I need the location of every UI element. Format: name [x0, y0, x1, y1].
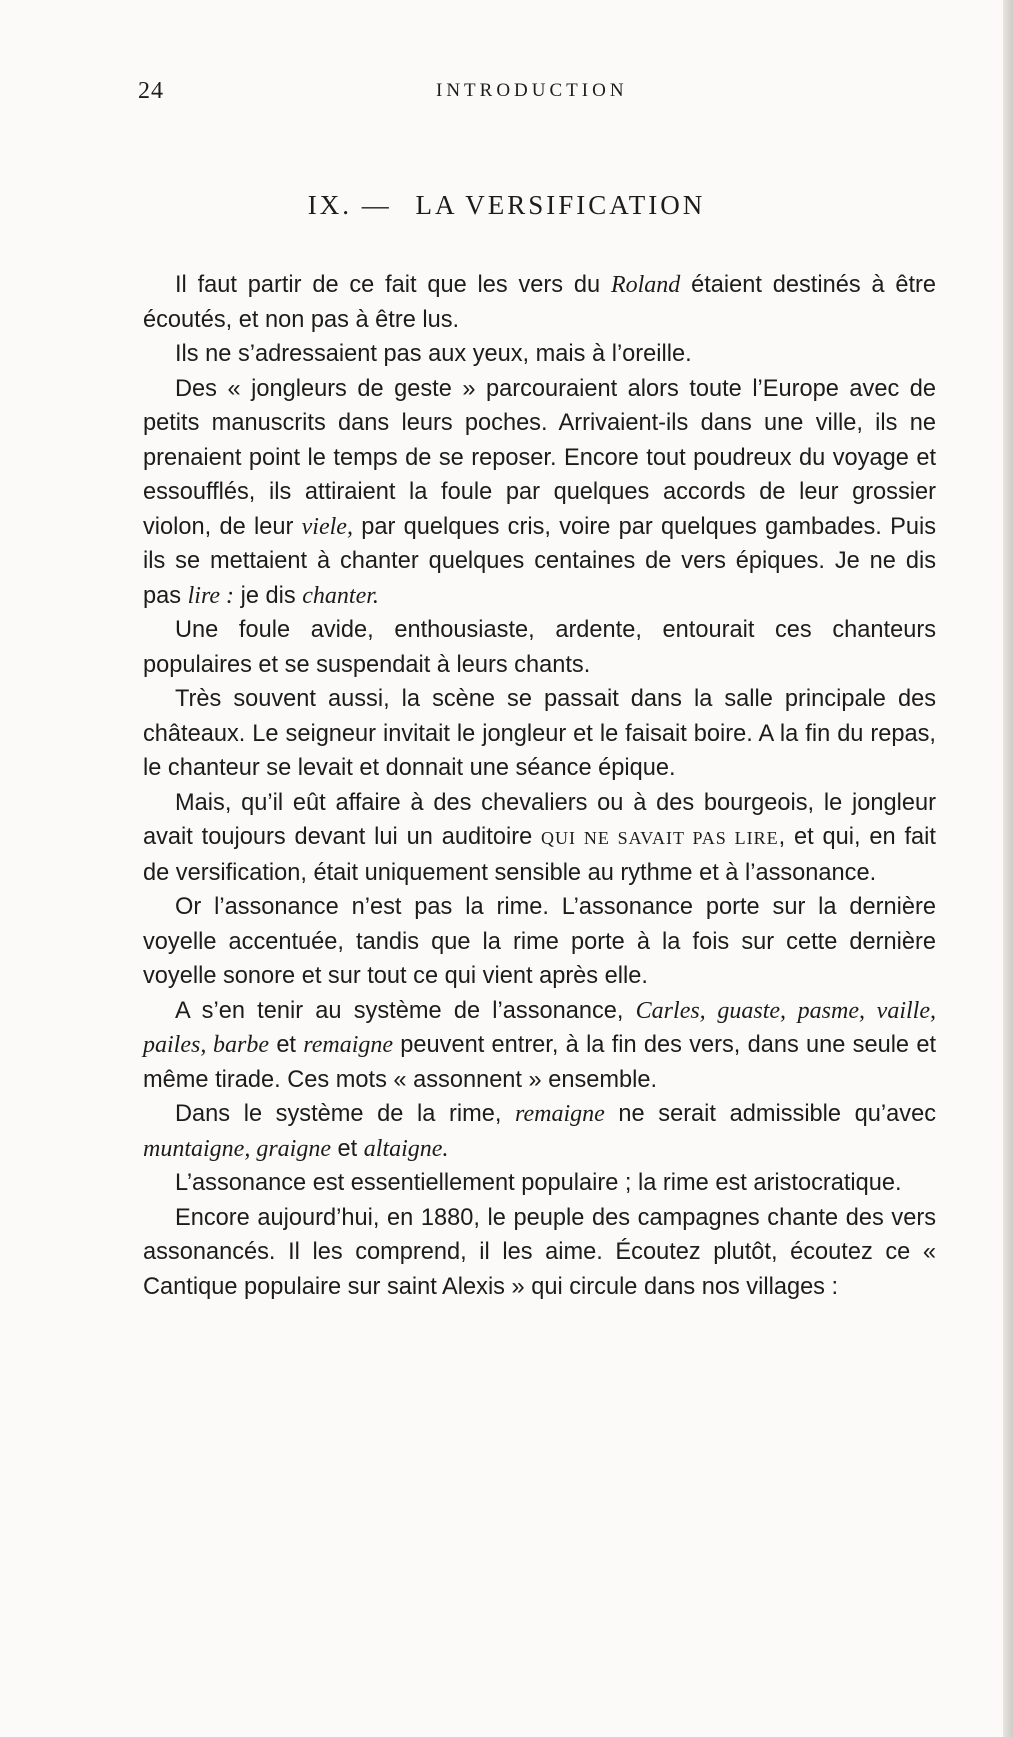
- text: Très souvent aussi, la scène se passait dans la salle principale des châteaux. Le seigneur invitait le jongleur et le faisait boire. A la fin du repas, le chanteur se levait et donnait une séance épique.: [143, 686, 936, 781]
- text: peuvent entrer, à la fin des vers, dans une seule et même tirade. Ces mots « assonnent » ensemble.: [143, 1032, 936, 1093]
- section-heading: LA VERSIFICATION: [415, 190, 706, 220]
- body-text: [143, 268, 936, 1304]
- section-number: IX. —: [307, 190, 392, 220]
- small-caps-phrase: QUI NE SAVAIT PAS LIRE: [541, 828, 779, 848]
- page-header: [138, 78, 938, 108]
- paragraph-1: [143, 268, 936, 337]
- text: Ils ne s’adressaient pas aux yeux, mais à l’oreille.: [175, 341, 692, 367]
- text: A s’en tenir au système de l’assonance,: [175, 997, 636, 1024]
- italic-term: altaigne.: [363, 1135, 449, 1162]
- italic-term: remaigne: [515, 1101, 605, 1127]
- italic-term: lire :: [187, 582, 235, 609]
- paragraph-11: [143, 1201, 936, 1305]
- text: Il faut partir de ce fait que les vers du: [175, 272, 611, 298]
- paragraph-2: [143, 337, 936, 372]
- italic-term: remaigne: [303, 1032, 394, 1058]
- text: Une foule avide, enthousiaste, ardente, entourait ces chanteurs populaires et se suspendait à leurs chants.: [143, 617, 936, 678]
- text: ne serait admissible qu’avec: [604, 1101, 936, 1127]
- text: par quelques cris, voire par quelques gambades. Puis ils se mettaient à chanter quelques centaines de vers épiques. Je ne dis pas: [143, 513, 937, 609]
- text: Or l’assonance n’est pas la rime. L’assonance porte sur la dernière voyelle accentuée, tandis que la rime porte à la fois sur cette dernière voyelle sonore et sur tout ce qui vient après elle.: [143, 894, 936, 989]
- paragraph-4: [143, 613, 936, 682]
- text: L’assonance est essentiellement populaire ; la rime est aristocratique.: [175, 1170, 902, 1196]
- page-number: 24: [138, 78, 164, 104]
- italic-term: Roland: [610, 272, 681, 298]
- text: Des « jongleurs de geste » parcouraient alors toute l’Europe avec de petits manuscrits dans leurs poches. Arrivaient-ils dans une ville, ils ne prenaient point le temps de se reposer. Encore tout poudreux du voyage et essoufflés, ils attiraient la foule par quelques accords de leur grossier violon, de leur: [143, 375, 936, 540]
- paragraph-6: [143, 786, 936, 891]
- text: , et qui, en fait de versification, était uniquement sensible au rythme et à l’assonance.: [143, 824, 936, 886]
- text: Dans le système de la rime,: [175, 1101, 516, 1127]
- section-title: [0, 190, 1013, 221]
- italic-term: muntaigne, graigne: [143, 1135, 331, 1162]
- text: étaient destinés à être écoutés, et non pas à être lus.: [143, 272, 936, 333]
- text: Mais, qu’il eût affaire à des chevaliers ou à des bourgeois, le jongleur avait toujours devant lui un auditoire: [143, 789, 936, 850]
- paragraph-5: [143, 682, 936, 786]
- paragraph-8: [143, 994, 936, 1098]
- running-head: INTRODUCTION: [436, 80, 628, 101]
- text: et: [330, 1135, 364, 1162]
- italic-term: chanter.: [302, 582, 379, 609]
- paragraph-3: [143, 372, 936, 614]
- italic-term: viele,: [301, 513, 353, 540]
- text: je dis: [234, 582, 303, 609]
- paragraph-9: [143, 1097, 936, 1166]
- paragraph-10: [143, 1166, 936, 1201]
- paragraph-7: [143, 890, 936, 994]
- text: Encore aujourd’hui, en 1880, le peuple des campagnes chante des vers assonancés. Il les comprend, il les aime. Écoutez plutôt, écoutez ce « Cantique populaire sur saint Alexis » qui circule dans nos villages :: [143, 1204, 936, 1300]
- page-edge: [1003, 0, 1013, 1737]
- italic-term: Carles, guaste, pasme, vaille, pailes, barbe: [143, 997, 936, 1058]
- text: et: [269, 1032, 304, 1058]
